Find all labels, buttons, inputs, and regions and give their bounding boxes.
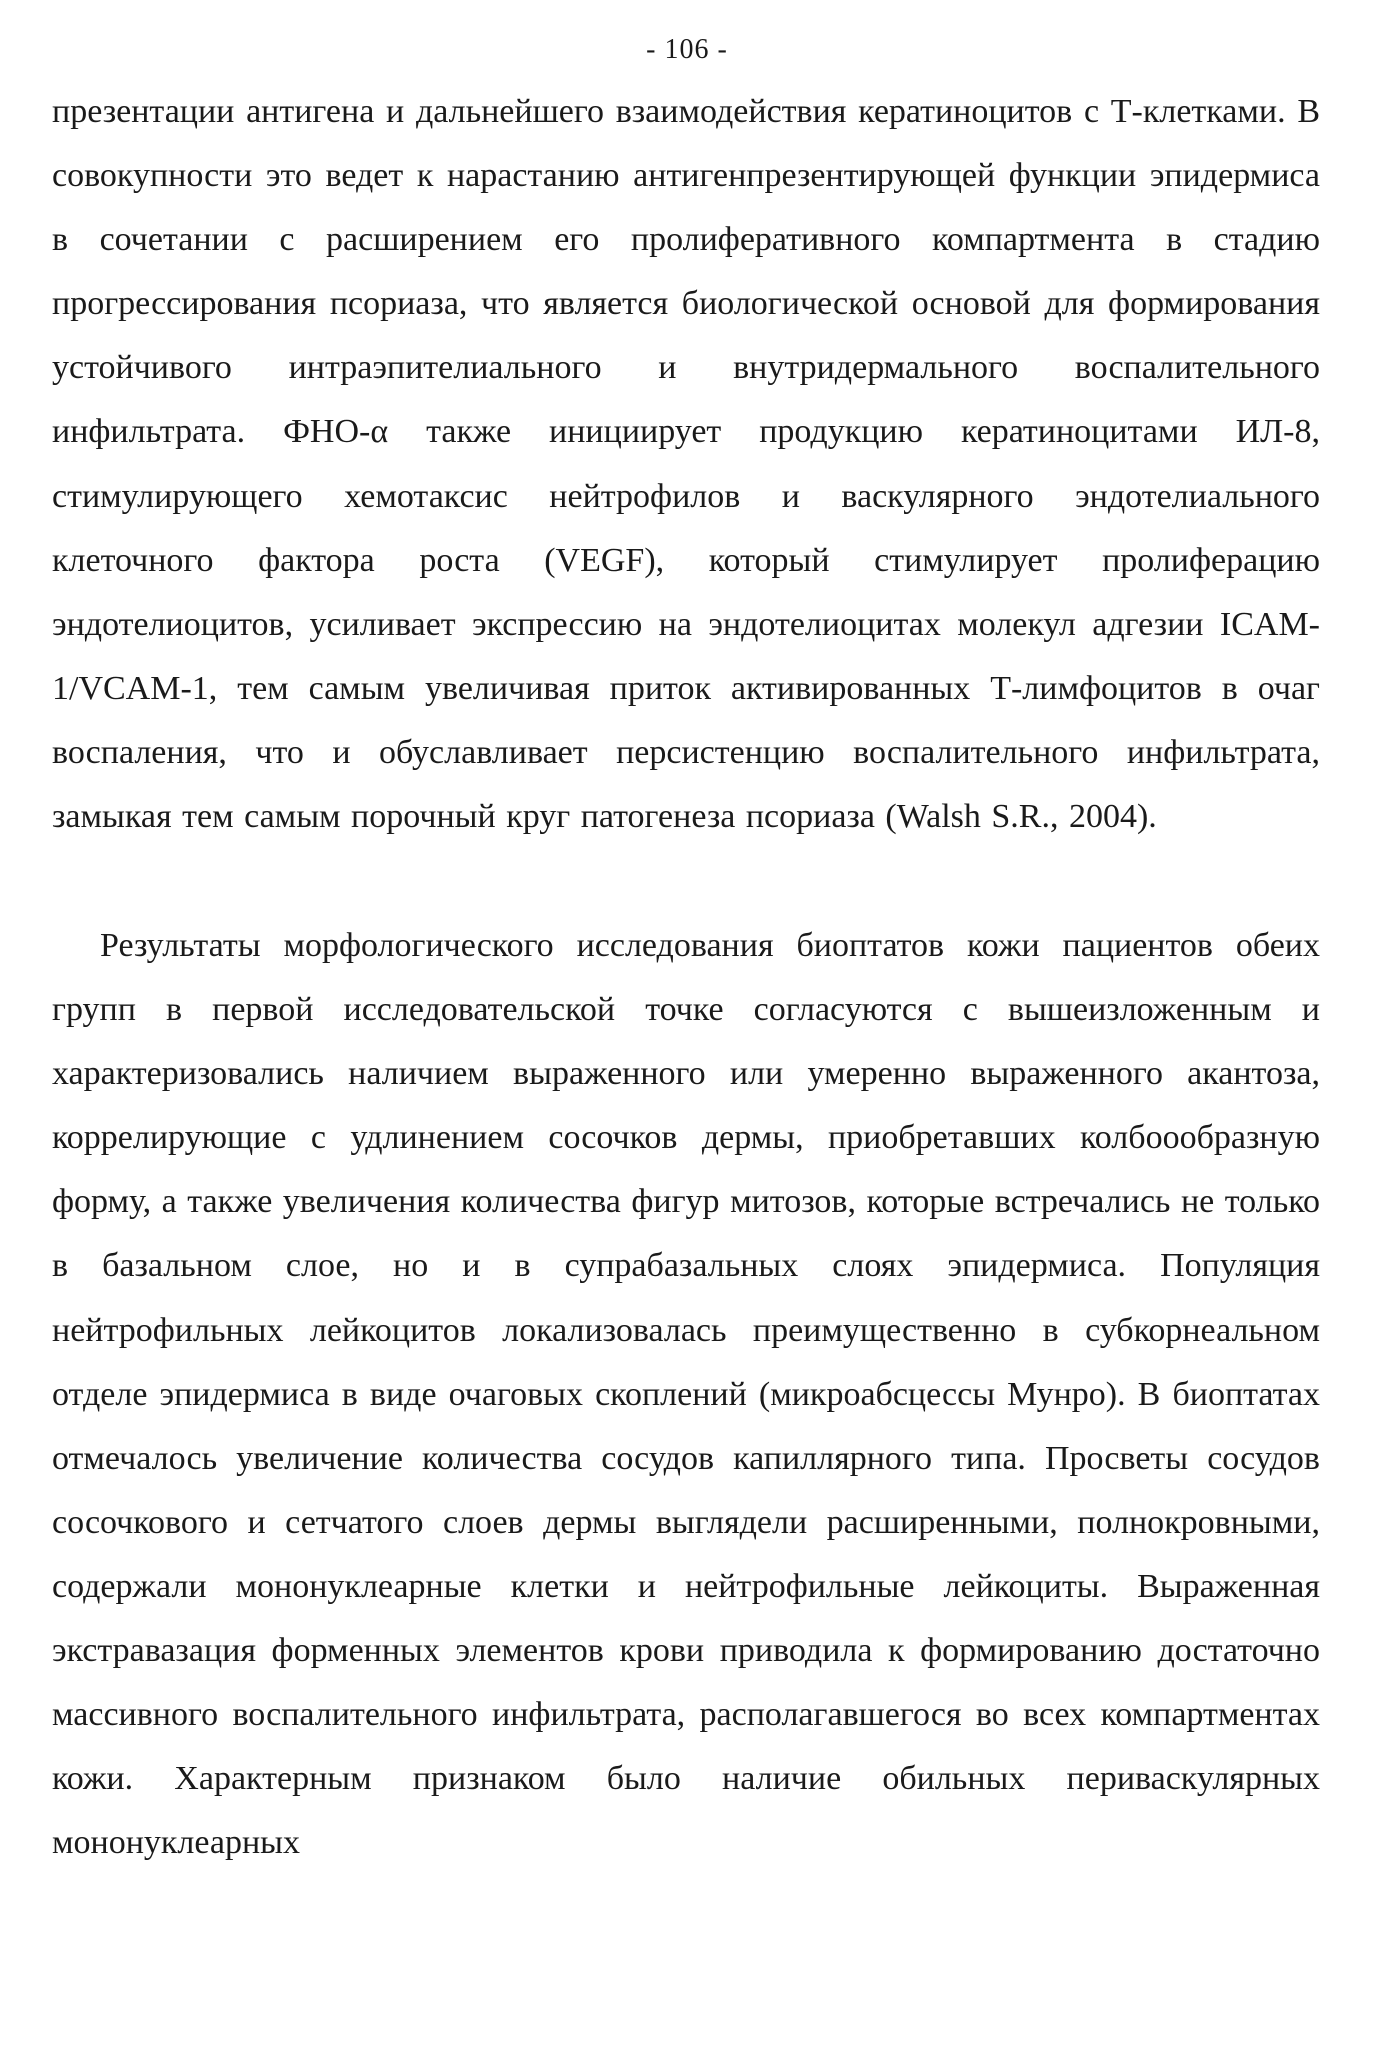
body-paragraph-1: презентации антигена и дальнейшего взаимодействия кератиноцитов с Т-клетками. В совокупности это ведет к нарастанию антигенпрезентирующей функции эпидермиса в сочетании с расширением его пролиферативного компартмента в стадию прогрессирования псориаза, что является биологической основой для формирования устойчивого интраэпителиального и внутридермального воспалительного инфильтрата. ФНО-α также инициирует продукцию кератиноцитами ИЛ-8, стимулирующего хемотаксис нейтрофилов и васкулярного эндотелиального клеточного фактора роста (VEGF), который стимулирует пролиферацию эндотелиоцитов, усиливает экспрессию на эндотелиоцитах молекул адгезии ICAM-1/VCAM-1, тем самым увеличивая приток активированных Т-лимфоцитов в очаг воспаления, что и обуславливает персистенцию воспалительного инфильтрата, замыкая тем самым порочный круг патогенеза псориаза (Walsh S.R., 2004).: [52, 93, 1320, 836]
page-number: - 106 -: [646, 34, 728, 65]
body-paragraph-2: Результаты морфологического исследования биоптатов кожи пациентов обеих групп в первой исследовательской точке согласуются с вышеизложенным и характеризовались наличием выраженного или умеренно выраженного акантоза, коррелирующие с удлинением сосочков дермы, приобретавших колбоообразную форму, а также увеличения количества фигур митозов, которые встречались не только в базальном слое, но и в супрабазальных слоях эпидермиса. Популяция нейтрофильных лейкоцитов локализовалась преимущественно в субкорнеальном отделе эпидермиса в виде очаговых скоплений (микроабсцессы Мунро). В биоптатах отмечалось увеличение количества сосудов капиллярного типа. Просветы сосудов сосочкового и сетчатого слоев дермы выглядели расширенными, полнокровными, содержали мононуклеарные клетки и нейтрофильные лейкоциты. Выраженная экстравазация форменных элементов крови приводила к формированию достаточно массивного воспалительного инфильтрата, располагавшегося во всех компартментах кожи. Характерным признаком было наличие обильных периваскулярных мононуклеарных: [52, 927, 1320, 1862]
